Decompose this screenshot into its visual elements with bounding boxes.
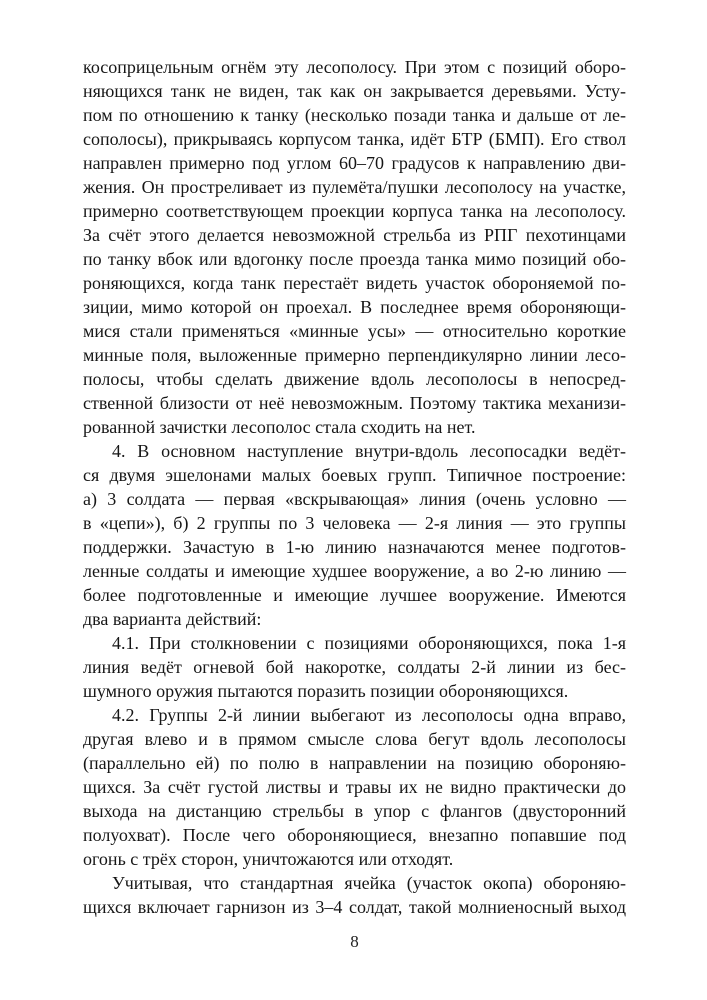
text-line: выхода на дистанцию стрельбы в упор с флангов (двусторонний bbox=[83, 801, 626, 821]
text-line: направлен примерно под углом 60–70 градусов к направлению дви- bbox=[83, 153, 626, 173]
text-line: мися стали применяться «минные усы» — относительно короткие bbox=[83, 321, 626, 341]
text-line: огонь с трёх сторон, уничтожаются или отходят. bbox=[83, 849, 454, 869]
text-line: Учитывая, что стандартная ячейка (участок окопа) обороняю- bbox=[112, 873, 626, 893]
text-line: щихся включает гарнизон из 3–4 солдат, такой молниеносный выход bbox=[83, 897, 626, 917]
text-line: пом по отношению к танку (несколько позади танка и дальше от ле- bbox=[83, 105, 626, 125]
text-line: 4. В основном наступление внутри-вдоль лесопосадки ведёт- bbox=[112, 441, 626, 461]
text-line: шумного оружия пытаются поразить позиции обороняющихся. bbox=[83, 681, 569, 701]
text-line: няющихся танк не виден, так как он закрывается деревьями. Усту- bbox=[83, 81, 626, 101]
text-line: линия ведёт огневой бой накоротке, солдаты 2-й линии из бес- bbox=[83, 657, 626, 677]
text-line: другая влево и в прямом смысле слова бегут вдоль лесополосы bbox=[83, 729, 626, 749]
text-line: в «цепи»), б) 2 группы по 3 человека — 2-я линия — это группы bbox=[83, 513, 626, 533]
text-line: по танку вбок или вдогонку после проезда танка мимо позиций обо- bbox=[83, 249, 626, 269]
text-line: 4.1. При столкновении с позициями обороняющихся, пока 1-я bbox=[112, 633, 626, 653]
text-line: 4.2. Группы 2-й линии выбегают из лесополосы одна вправо, bbox=[112, 705, 626, 725]
text-line: рованной зачистки лесополос стала сходить на нет. bbox=[83, 417, 476, 437]
text-line: полуохват). После чего обороняющиеся, внезапно попавшие под bbox=[83, 825, 626, 845]
text-line: ленные солдаты и имеющие худшее вооружение, а во 2-ю линию — bbox=[83, 561, 626, 581]
text-line: косоприцельным огнём эту лесополосу. При этом с позиций оборо- bbox=[83, 57, 626, 77]
text-line: примерно соответствующем проекции корпуса танка на лесополосу. bbox=[83, 201, 626, 221]
text-line: полосы, чтобы сделать движение вдоль лесополосы в непосред- bbox=[83, 369, 626, 389]
text-line: поддержки. Зачастую в 1-ю линию назначаются менее подготов- bbox=[83, 537, 626, 557]
text-line: сополосы), прикрываясь корпусом танка, идёт БТР (БМП). Его ствол bbox=[83, 129, 626, 149]
text-line: (параллельно ей) по полю в направлении на позицию обороняю- bbox=[83, 753, 626, 773]
text-line: жения. Он простреливает из пулемёта/пушки лесополосу на участке, bbox=[83, 177, 626, 197]
text-line: роняющихся, когда танк перестаёт видеть участок обороняемой по- bbox=[83, 273, 626, 293]
text-line: а) 3 солдата — первая «вскрывающая» линия (очень условно — bbox=[83, 489, 626, 509]
text-line: более подготовленные и имеющие лучшее вооружение. Имеются bbox=[83, 585, 626, 605]
text-line: ственной близости от неё невозможным. Поэтому тактика механизи- bbox=[83, 393, 626, 413]
text-line: За счёт этого делается невозможной стрельба из РПГ пехотинцами bbox=[83, 225, 626, 245]
page-number: 8 bbox=[350, 932, 359, 951]
text-line: минные поля, выложенные примерно перпендикулярно линии лесо- bbox=[83, 345, 626, 365]
text-line: два варианта действий: bbox=[83, 609, 262, 629]
text-line: зиции, мимо которой он проехал. В последнее время обороняющи- bbox=[83, 297, 626, 317]
text-line: щихся. За счёт густой листвы и травы их не видно практически до bbox=[83, 777, 626, 797]
text-line: ся двумя эшелонами малых боевых групп. Типичное построение: bbox=[83, 465, 626, 485]
text-block bbox=[83, 55, 626, 919]
